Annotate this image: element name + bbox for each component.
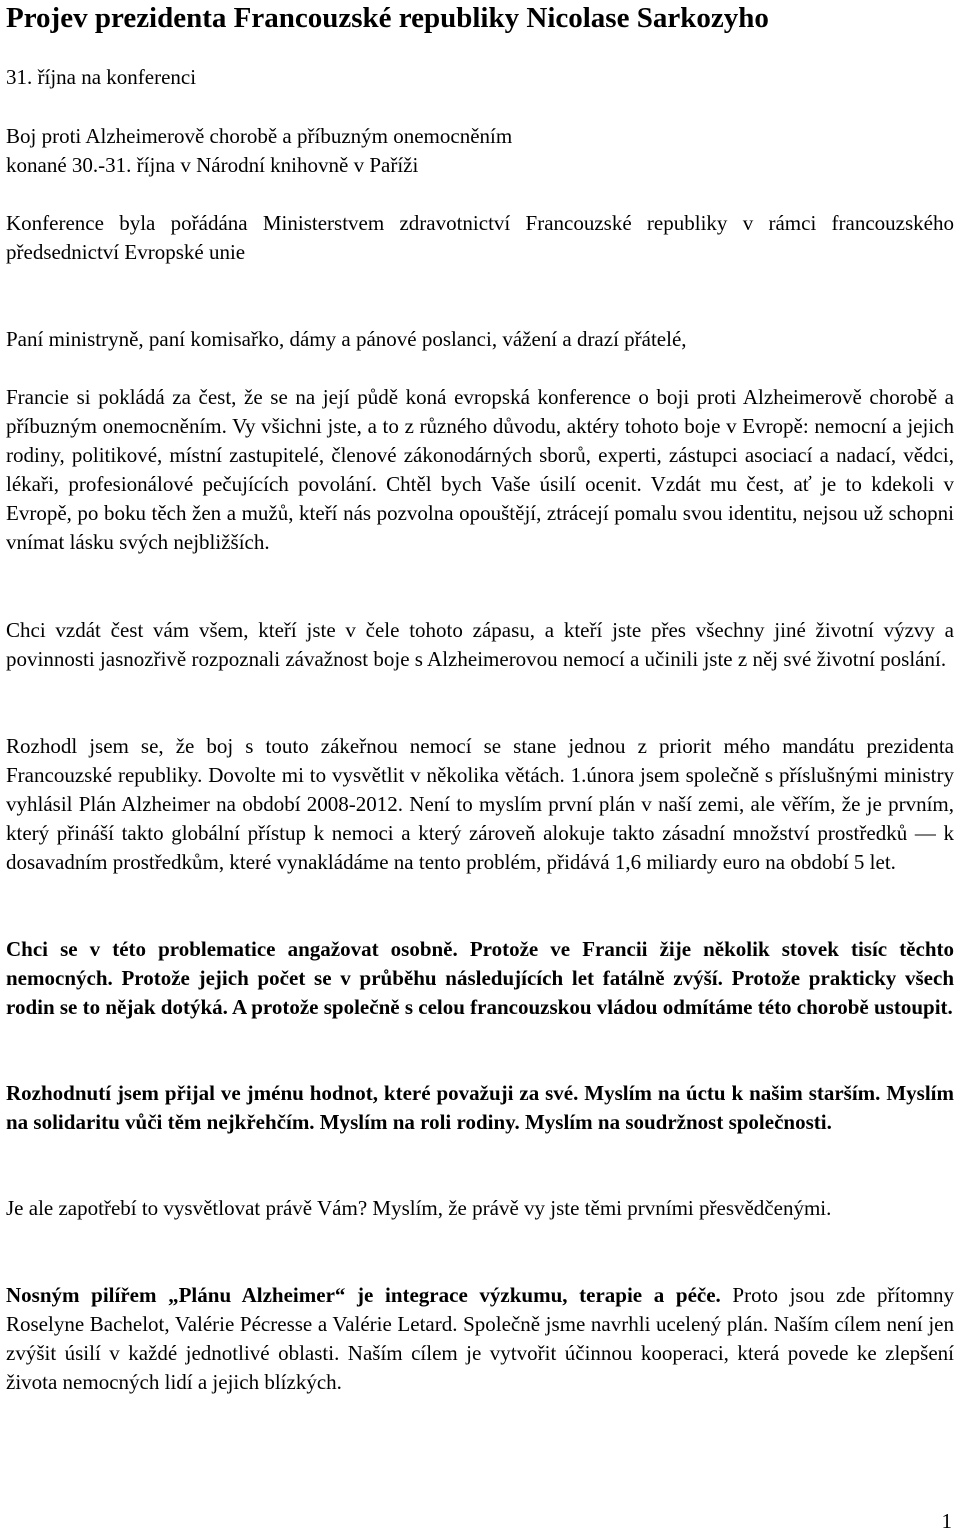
paragraph-7-emphasis: Nosným pilířem „Plánu Alzheimer“ je integrace výzkumu, terapie a péče. (6, 1283, 721, 1307)
paragraph-7-text: Proto jsou zde přítomny Roselyne Bachelot, Valérie Pécresse a Valérie Letard. Společně jsme navrhli ucelený plán. Naším cílem není jen zvýšit úsilí v každé jednotlivé oblasti. Naším cílem je vytvořit účinnou kooperaci, která povede ke zlepšení života nemocných lidí a jejich blízkých. (6, 1283, 955, 1394)
page-number: 1 (941, 1509, 952, 1533)
paragraph-2: Chci vzdát čest vám všem, kteří jste v čele tohoto zápasu, a kteří jste přes všechny jiné životní výzvy a povinnosti jasnozřivě rozpoznali závažnost boje s Alzheimerovou nemocí a učinili jste z něj své životní poslání. (6, 618, 954, 671)
paragraph-4: Chci se v této problematice angažovat osobně. Protože ve Francii žije několik stovek tisíc těchto nemocných. Protože jejich počet se v průběhu následujících let fatálně zvýší. Protože prakticky všech rodin se to nějak dotýká. A protože společně s celou francouzskou vládou odmítáme této chorobě ustoupit. (6, 937, 954, 1019)
document-title: Projev prezidenta Francouzské republiky Nicolase Sarkozyho (6, 2, 769, 34)
paragraph-5: Rozhodnutí jsem přijal ve jménu hodnot, které považuji za své. Myslím na úctu k našim starším. Myslím na solidaritu vůči těm nejkřehčím. Myslím na roli rodiny. Myslím na soudržnost společnosti. (6, 1081, 954, 1134)
organizer-paragraph: Konference byla pořádána Ministerstvem zdravotnictví Francouzské republiky v rámci francouzského předsednictví Evropské unie (6, 211, 954, 264)
paragraph-6: Je ale zapotřebí to vysvětlovat právě Vám? Myslím, že právě vy jste těmi prvními přesvědčenými. (6, 1196, 832, 1220)
paragraph-7 (6, 1281, 954, 1397)
paragraph-1: Francie si pokládá za čest, že se na její půdě koná evropská konference o boji proti Alzheimerově chorobě a příbuzným onemocněním. Vy všichni jste, a to z různého důvodu, aktéry tohoto boje v Evropě: nemocní a jejich rodiny, politikové, místní zastupitelé, členové zákonodárných sborů, experti, zástupci asociací a nadací, vědci, lékaři, profesionálové pečujících povolání. Chtěl bych Vaše úsilí ocenit. Vzdát mu čest, ať je to kdekoli v Evropě, po boku těch žen a mužů, kteří nás pozvolna opouštějí, ztrácejí pomalu svou identitu, nejsou už schopni vnímat lásku svých nejbližších. (6, 385, 954, 554)
paragraph-3: Rozhodl jsem se, že boj s touto zákeřnou nemocí se stane jednou z priorit mého mandátu prezidenta Francouzské republiky. Dovolte mi to vysvětlit v několika větách. 1.února jsem společně s příslušnými ministry vyhlásil Plán Alzheimer na období 2008-2012. Není to myslím první plán v naší zemi, ale věřím, že je prvním, který přináší takto globální přístup k nemoci a který zároveň alokuje takto zásadní množství prostředků — k dosavadním prostředkům, které vynakládáme na tento problém, přidává 1,6 miliardy euro na období 5 let. (6, 734, 954, 874)
conference-name-line-2: konané 30.-31. října v Národní knihovně v Paříži (6, 153, 419, 177)
date-line: 31. října na konferenci (6, 65, 197, 89)
conference-name-line-1: Boj proti Alzheimerově chorobě a příbuzným onemocněním (6, 124, 513, 148)
salutation: Paní ministryně, paní komisařko, dámy a pánové poslanci, vážení a drazí přátelé, (6, 327, 687, 351)
